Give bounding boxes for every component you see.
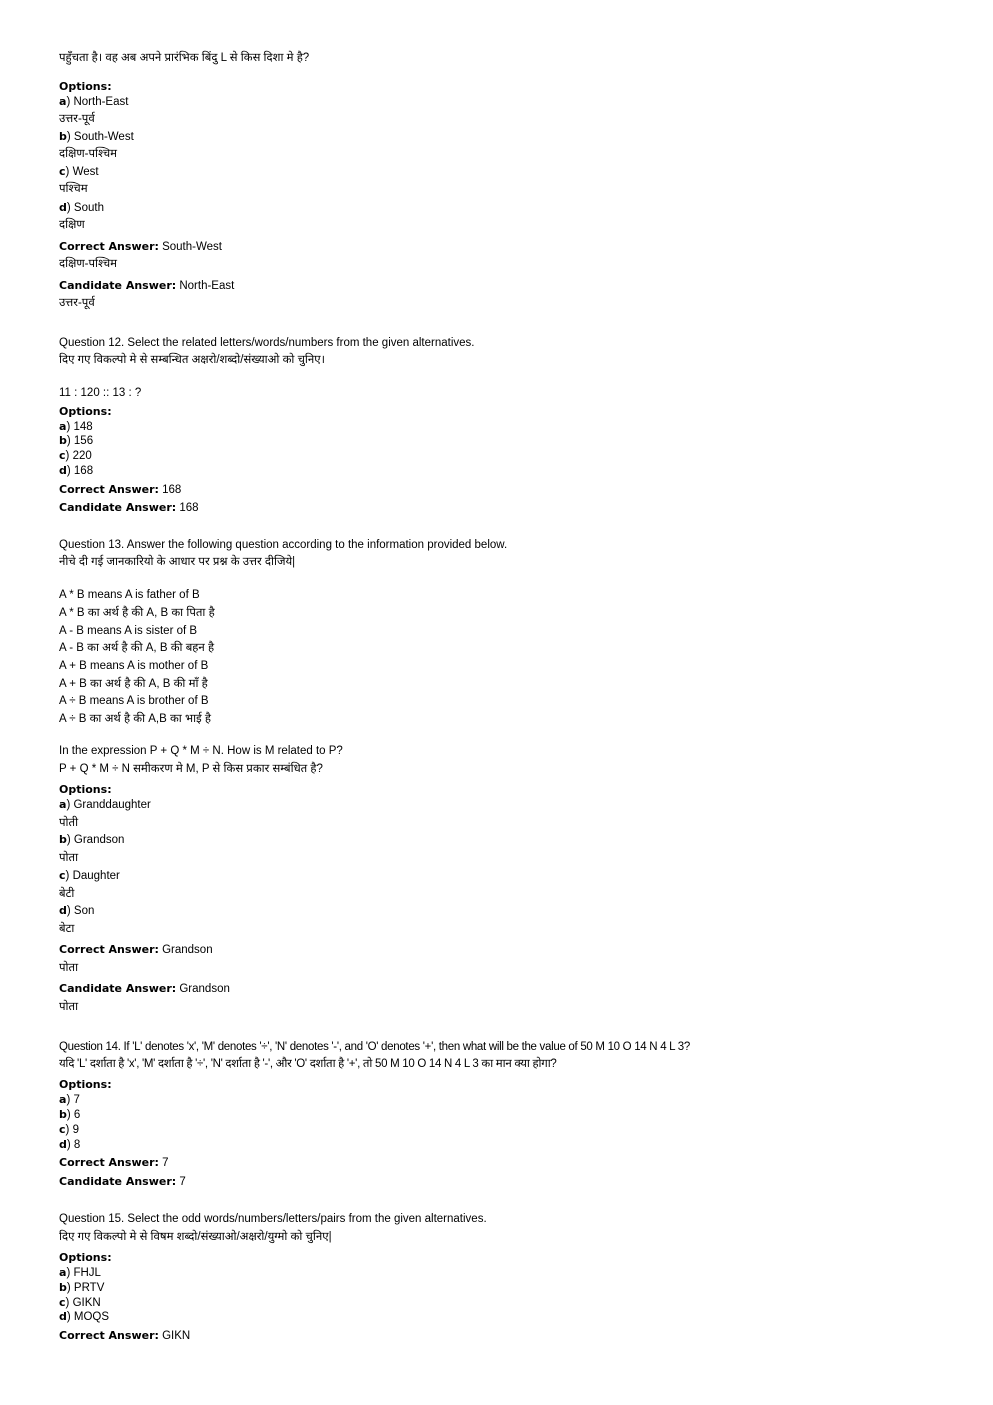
- correct-answer: Correct Answer: 7: [59, 1156, 169, 1169]
- question-14-title: Question 14. If 'L' denotes 'x', 'M' denotes '÷', 'N' denotes '-', and 'O' denotes '+', then what will be the value of 50 M 10 O 14 N 4 L 3?: [59, 1041, 690, 1053]
- option-a: a) Granddaughter: [59, 798, 151, 811]
- option-d: d) 8: [59, 1138, 81, 1151]
- question-15-title-hindi: दिए गए विकल्पो मे से विषम शब्दो/संख्याओ/अक्षरो/युग्मो को चुनिए|: [59, 1231, 332, 1243]
- option-a: a) 7: [59, 1093, 80, 1106]
- question-13-title-hindi: नीचे दी गई जानकारियो के आधार पर प्रश्न के उत्तर दीजिये|: [59, 556, 296, 568]
- option-b: b) Grandson: [59, 833, 125, 846]
- info-line: A + B means A is mother of B: [59, 660, 209, 672]
- options-label: Options:: [59, 783, 112, 796]
- option-a: a) FHJL: [59, 1266, 101, 1279]
- question-14-title-hindi: यदि 'L' दर्शाता है 'x', 'M' दर्शाता है '÷', 'N' दर्शाता है '-', और 'O' दर्शाता है '+', तो 50 M 10 O 14 N 4 L 3 का मान क्या होगा?: [59, 1058, 557, 1070]
- correct-answer: Correct Answer: South-West: [59, 240, 222, 253]
- info-line: A ÷ B means A is brother of B: [59, 695, 209, 707]
- option-c: c) GIKN: [59, 1296, 101, 1309]
- info-line: A - B means A is sister of B: [59, 625, 198, 637]
- option-d: d) Son: [59, 904, 95, 917]
- option-c: c) Daughter: [59, 869, 120, 882]
- info-line: A * B means A is father of B: [59, 589, 200, 601]
- option-b: b) 6: [59, 1108, 81, 1121]
- question-13-question: In the expression P + Q * M ÷ N. How is M related to P?: [59, 745, 343, 757]
- option-b: b) 156: [59, 434, 94, 447]
- option-c: c) West: [59, 165, 99, 178]
- option-c: c) 220: [59, 449, 92, 462]
- options-label: Options:: [59, 80, 112, 93]
- question-12-title: Question 12. Select the related letters/words/numbers from the given alternatives.: [59, 337, 475, 349]
- candidate-answer: Candidate Answer: 7: [59, 1175, 186, 1188]
- option-d: d) MOQS: [59, 1310, 110, 1323]
- question-12-prompt: 11 : 120 :: 13 : ?: [59, 387, 142, 399]
- candidate-answer-hindi: पोता: [59, 1001, 79, 1013]
- option-d-hindi: दक्षिण: [59, 219, 85, 231]
- option-c: c) 9: [59, 1123, 79, 1136]
- question-text-hindi: पहुँचता है। वह अब अपने प्रारंभिक बिंदु L से किस दिशा मे है?: [59, 52, 310, 64]
- option-d-hindi: बेटा: [59, 923, 75, 935]
- option-a-hindi: पोती: [59, 817, 79, 829]
- candidate-answer: Candidate Answer: North-East: [59, 279, 235, 292]
- question-12-title-hindi: दिए गए विकल्पो मे से सम्बन्धित अक्षरो/शब्दो/संख्याओ को चुनिए।: [59, 354, 325, 366]
- option-a: a) 148: [59, 420, 93, 433]
- correct-answer-hindi: पोता: [59, 962, 79, 974]
- correct-answer: Correct Answer: Grandson: [59, 943, 213, 956]
- options-label: Options:: [59, 1251, 112, 1264]
- question-13-title: Question 13. Answer the following question according to the information provided below.: [59, 539, 508, 551]
- options-label: Options:: [59, 1078, 112, 1091]
- correct-answer-hindi: दक्षिण-पश्चिम: [59, 258, 118, 270]
- info-line: A * B का अर्थ है की A, B का पिता है: [59, 607, 215, 619]
- option-d: d) South: [59, 201, 104, 214]
- correct-answer: Correct Answer: 168: [59, 483, 182, 496]
- option-d: d) 168: [59, 464, 94, 477]
- correct-answer: Correct Answer: GIKN: [59, 1329, 191, 1342]
- option-b-hindi: दक्षिण-पश्चिम: [59, 148, 118, 160]
- option-b: b) PRTV: [59, 1281, 105, 1294]
- options-label: Options:: [59, 405, 112, 418]
- option-a: a) North-East: [59, 95, 129, 108]
- info-line: A ÷ B का अर्थ है की A,B का भाई है: [59, 713, 211, 725]
- option-b-hindi: पोता: [59, 852, 79, 864]
- candidate-answer: Candidate Answer: 168: [59, 501, 199, 514]
- option-c-hindi: पश्चिम: [59, 183, 88, 195]
- info-line: A - B का अर्थ है की A, B की बहन है: [59, 642, 215, 654]
- info-line: A + B का अर्थ है की A, B की माँ है: [59, 678, 208, 690]
- candidate-answer: Candidate Answer: Grandson: [59, 982, 230, 995]
- option-c-hindi: बेटी: [59, 888, 75, 900]
- question-15-title: Question 15. Select the odd words/numbers/letters/pairs from the given alternatives.: [59, 1213, 487, 1225]
- option-b: b) South-West: [59, 130, 134, 143]
- option-a-hindi: उत्तर-पूर्व: [59, 113, 95, 125]
- candidate-answer-hindi: उत्तर-पूर्व: [59, 297, 95, 309]
- question-13-question-hindi: P + Q * M ÷ N समीकरण मे M, P से किस प्रकार सम्बंधित है?: [59, 763, 323, 775]
